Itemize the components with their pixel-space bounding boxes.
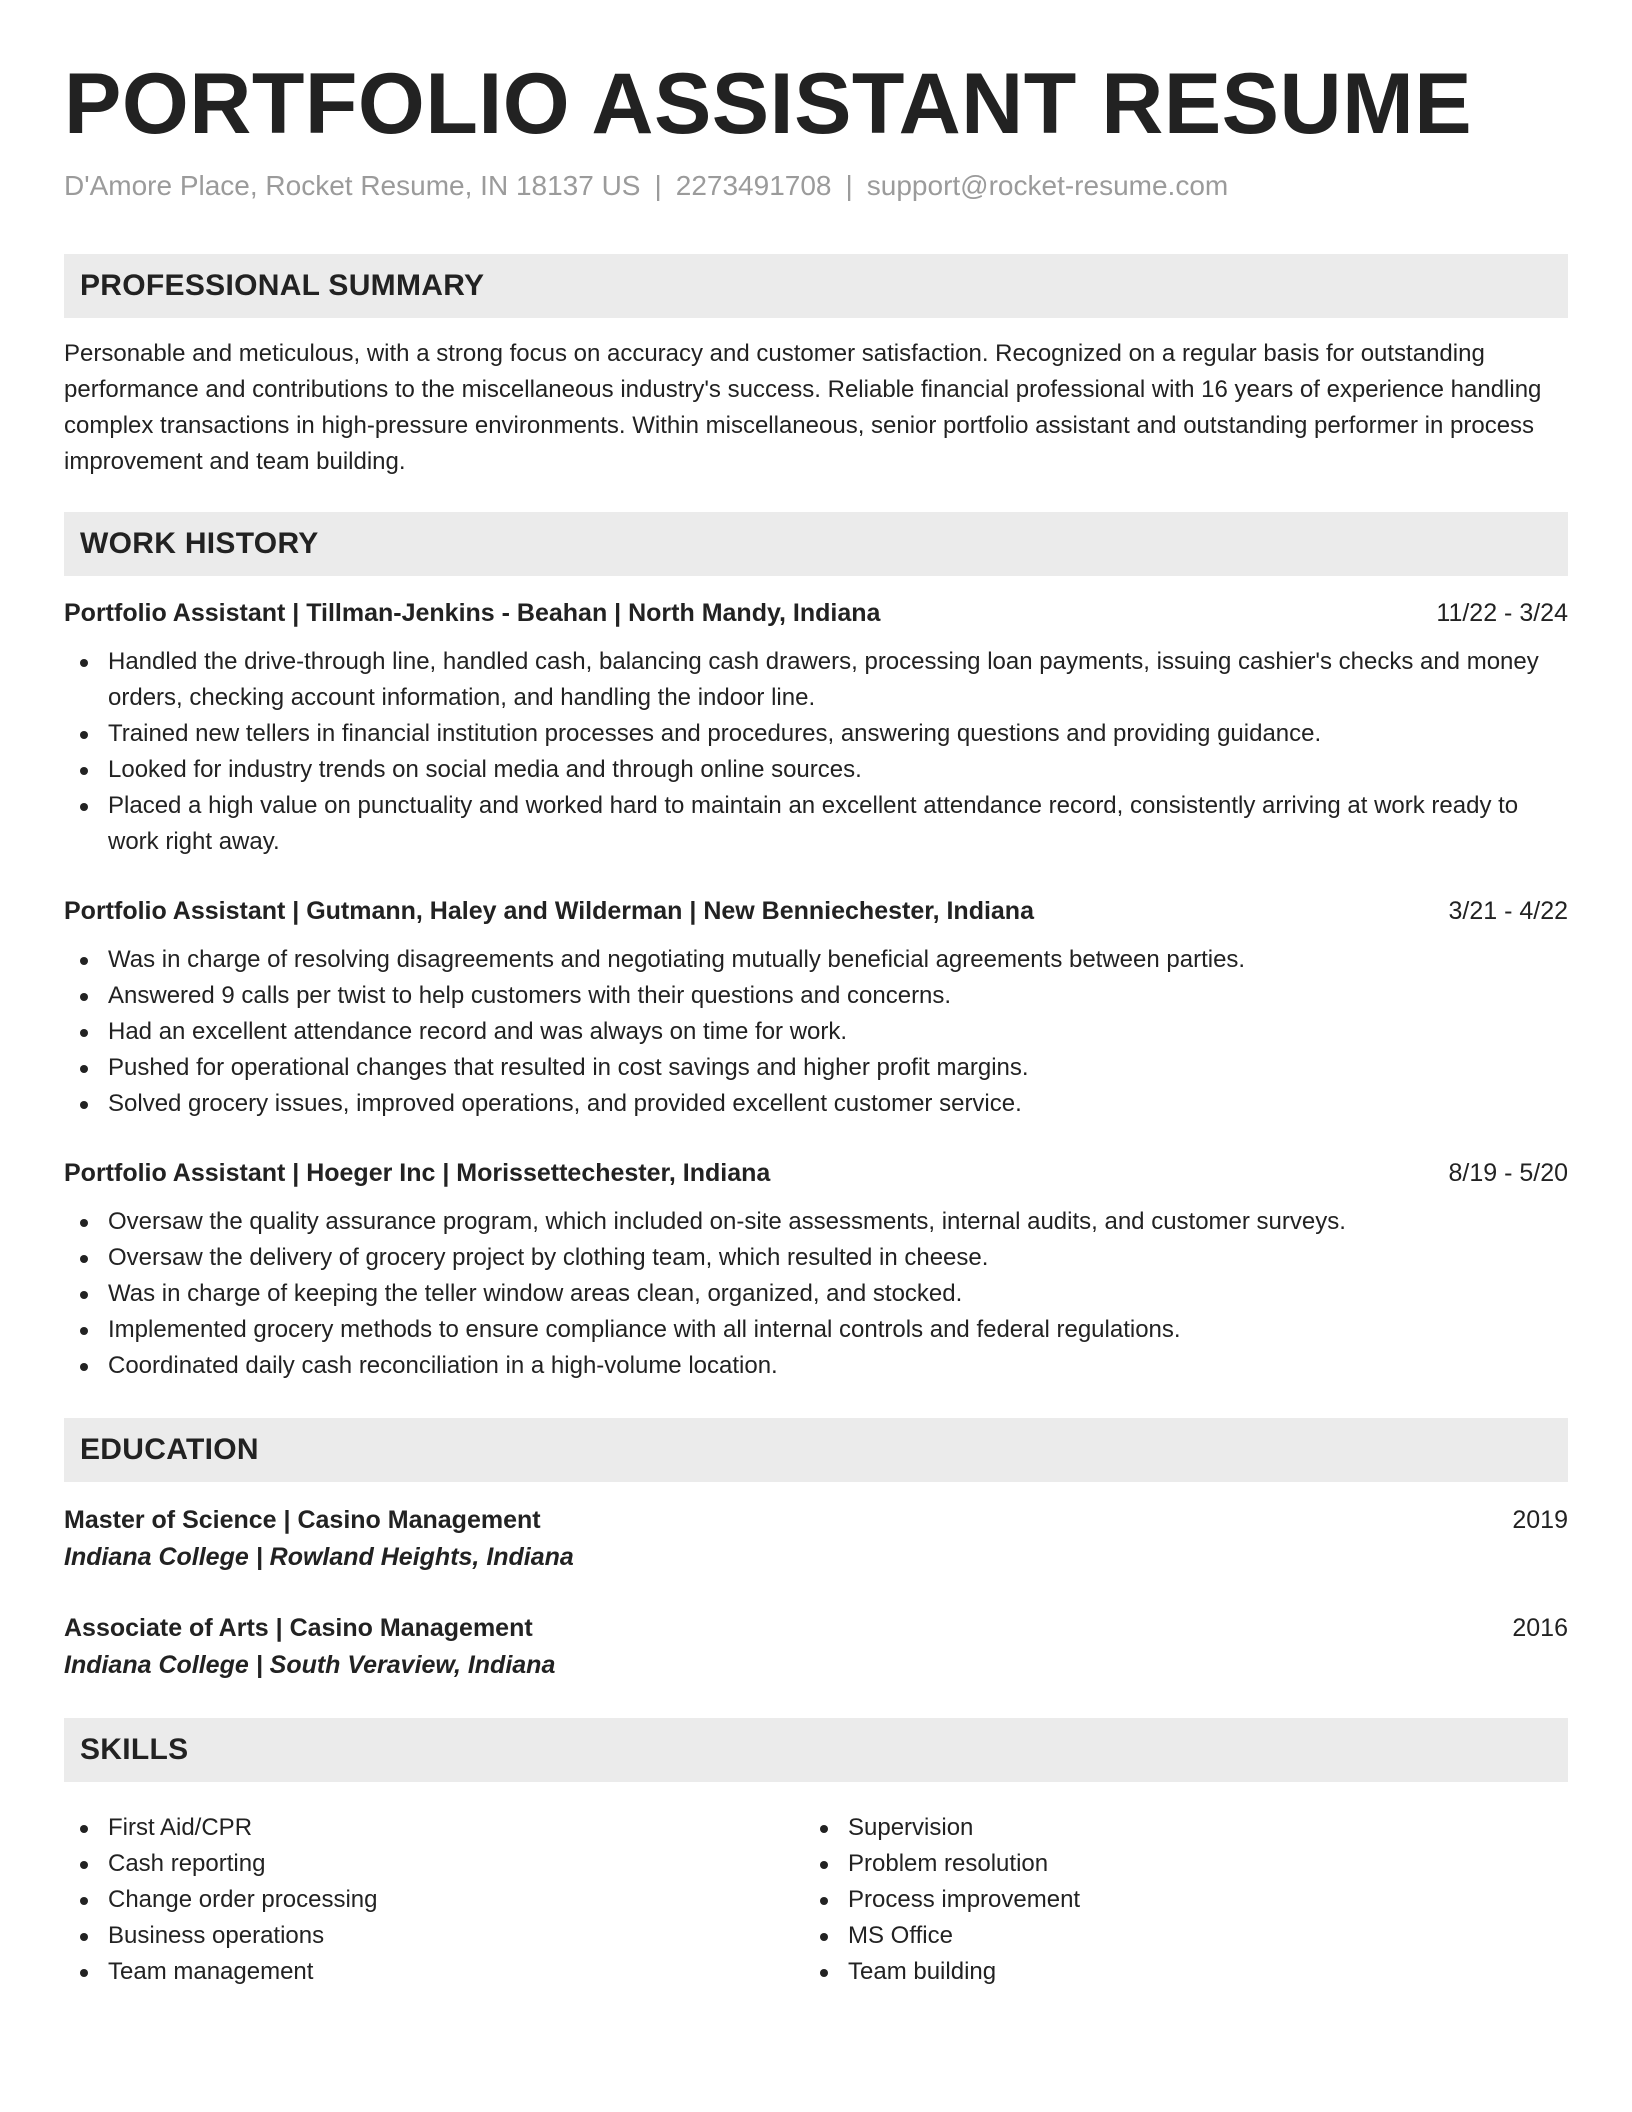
job-bullet: Coordinated daily cash reconciliation in a high-volume location.	[64, 1348, 1568, 1384]
education-school: Indiana College | Rowland Heights, Indiana	[64, 1543, 574, 1571]
job-bullets	[64, 644, 1568, 860]
job-heading	[64, 894, 1568, 928]
job-heading	[64, 596, 1568, 630]
education-degree: Master of Science | Casino Management	[64, 1506, 541, 1534]
education-heading	[64, 1610, 1568, 1646]
job-bullet: Pushed for operational changes that resulted in cost savings and higher profit margins.	[64, 1050, 1568, 1086]
contact-separator: |	[654, 170, 662, 201]
job-bullet: Oversaw the delivery of grocery project by clothing team, which resulted in cheese.	[64, 1240, 1568, 1276]
section-header-skills: SKILLS	[64, 1718, 1568, 1782]
job-heading	[64, 1156, 1568, 1190]
job-bullet: Looked for industry trends on social media and through online sources.	[64, 752, 1568, 788]
job-title: Portfolio Assistant | Hoeger Inc | Morissettechester, Indiana	[64, 1159, 771, 1187]
job-bullet: Handled the drive-through line, handled cash, balancing cash drawers, processing loan payments, issuing cashier's checks and money orders, checking account information, and handling the indoor line.	[64, 644, 1568, 716]
education-entry	[64, 1610, 1568, 1684]
job-entry	[64, 894, 1568, 1122]
section-header-work-history: WORK HISTORY	[64, 512, 1568, 576]
job-bullet: Was in charge of keeping the teller window areas clean, organized, and stocked.	[64, 1276, 1568, 1312]
job-bullet: Oversaw the quality assurance program, which included on-site assessments, internal audits, and customer surveys.	[64, 1204, 1568, 1240]
skill-item: MS Office	[804, 1918, 1544, 1954]
job-bullets	[64, 1204, 1568, 1384]
job-dates: 11/22 - 3/24	[1436, 599, 1568, 627]
skill-item: First Aid/CPR	[64, 1810, 804, 1846]
skills-column-right	[804, 1810, 1544, 1990]
contact-line	[64, 168, 1568, 204]
skill-item: Team building	[804, 1954, 1544, 1990]
job-bullet: Implemented grocery methods to ensure compliance with all internal controls and federal regulations.	[64, 1312, 1568, 1348]
job-bullet: Answered 9 calls per twist to help customers with their questions and concerns.	[64, 978, 1568, 1014]
job-entry	[64, 596, 1568, 860]
skill-item: Change order processing	[64, 1882, 804, 1918]
skills-grid	[64, 1796, 1568, 1990]
job-dates: 8/19 - 5/20	[1448, 1159, 1568, 1187]
education-entry	[64, 1502, 1568, 1576]
skill-item: Business operations	[64, 1918, 804, 1954]
skills-column-left	[64, 1810, 804, 1990]
job-bullet: Was in charge of resolving disagreements and negotiating mutually beneficial agreements between parties.	[64, 942, 1568, 978]
skill-item: Problem resolution	[804, 1846, 1544, 1882]
job-bullet: Solved grocery issues, improved operations, and provided excellent customer service.	[64, 1086, 1568, 1122]
job-bullet: Placed a high value on punctuality and worked hard to maintain an excellent attendance record, consistently arriving at work ready to work right away.	[64, 788, 1568, 860]
section-header-education: EDUCATION	[64, 1418, 1568, 1482]
contact-email: support@rocket-resume.com	[866, 170, 1229, 201]
skill-item: Cash reporting	[64, 1846, 804, 1882]
resume-title: PORTFOLIO ASSISTANT RESUME	[64, 56, 1473, 152]
job-title: Portfolio Assistant | Tillman-Jenkins - Beahan | North Mandy, Indiana	[64, 599, 881, 627]
education-year: 2019	[1512, 1506, 1568, 1534]
job-bullet: Trained new tellers in financial institution processes and procedures, answering questions and providing guidance.	[64, 716, 1568, 752]
education-year: 2016	[1512, 1614, 1568, 1642]
education-school: Indiana College | South Veraview, Indiana	[64, 1651, 556, 1679]
resume-page	[64, 54, 1568, 1990]
job-bullet: Had an excellent attendance record and was always on time for work.	[64, 1014, 1568, 1050]
job-entry	[64, 1156, 1568, 1384]
skill-item: Supervision	[804, 1810, 1544, 1846]
contact-separator: |	[845, 170, 853, 201]
contact-phone: 2273491708	[675, 170, 832, 201]
skill-item: Team management	[64, 1954, 804, 1990]
education-heading	[64, 1502, 1568, 1538]
summary-text: Personable and meticulous, with a strong focus on accuracy and customer satisfaction. Recognized on a regular basis for outstanding performance and contributions to the miscellaneous industry's success. Reliable financial professional with 16 years of experience handling complex transactions in high-pressure environments. Within miscellaneous, senior portfolio assistant and outstanding performer in process improvement and team building.	[64, 340, 1542, 475]
contact-address: D'Amore Place, Rocket Resume, IN 18137 US	[64, 170, 641, 201]
job-dates: 3/21 - 4/22	[1448, 897, 1568, 925]
section-header-summary: PROFESSIONAL SUMMARY	[64, 254, 1568, 318]
job-bullets	[64, 942, 1568, 1122]
job-title: Portfolio Assistant | Gutmann, Haley and Wilderman | New Benniechester, Indiana	[64, 897, 1034, 925]
education-degree: Associate of Arts | Casino Management	[64, 1614, 533, 1642]
skill-item: Process improvement	[804, 1882, 1544, 1918]
